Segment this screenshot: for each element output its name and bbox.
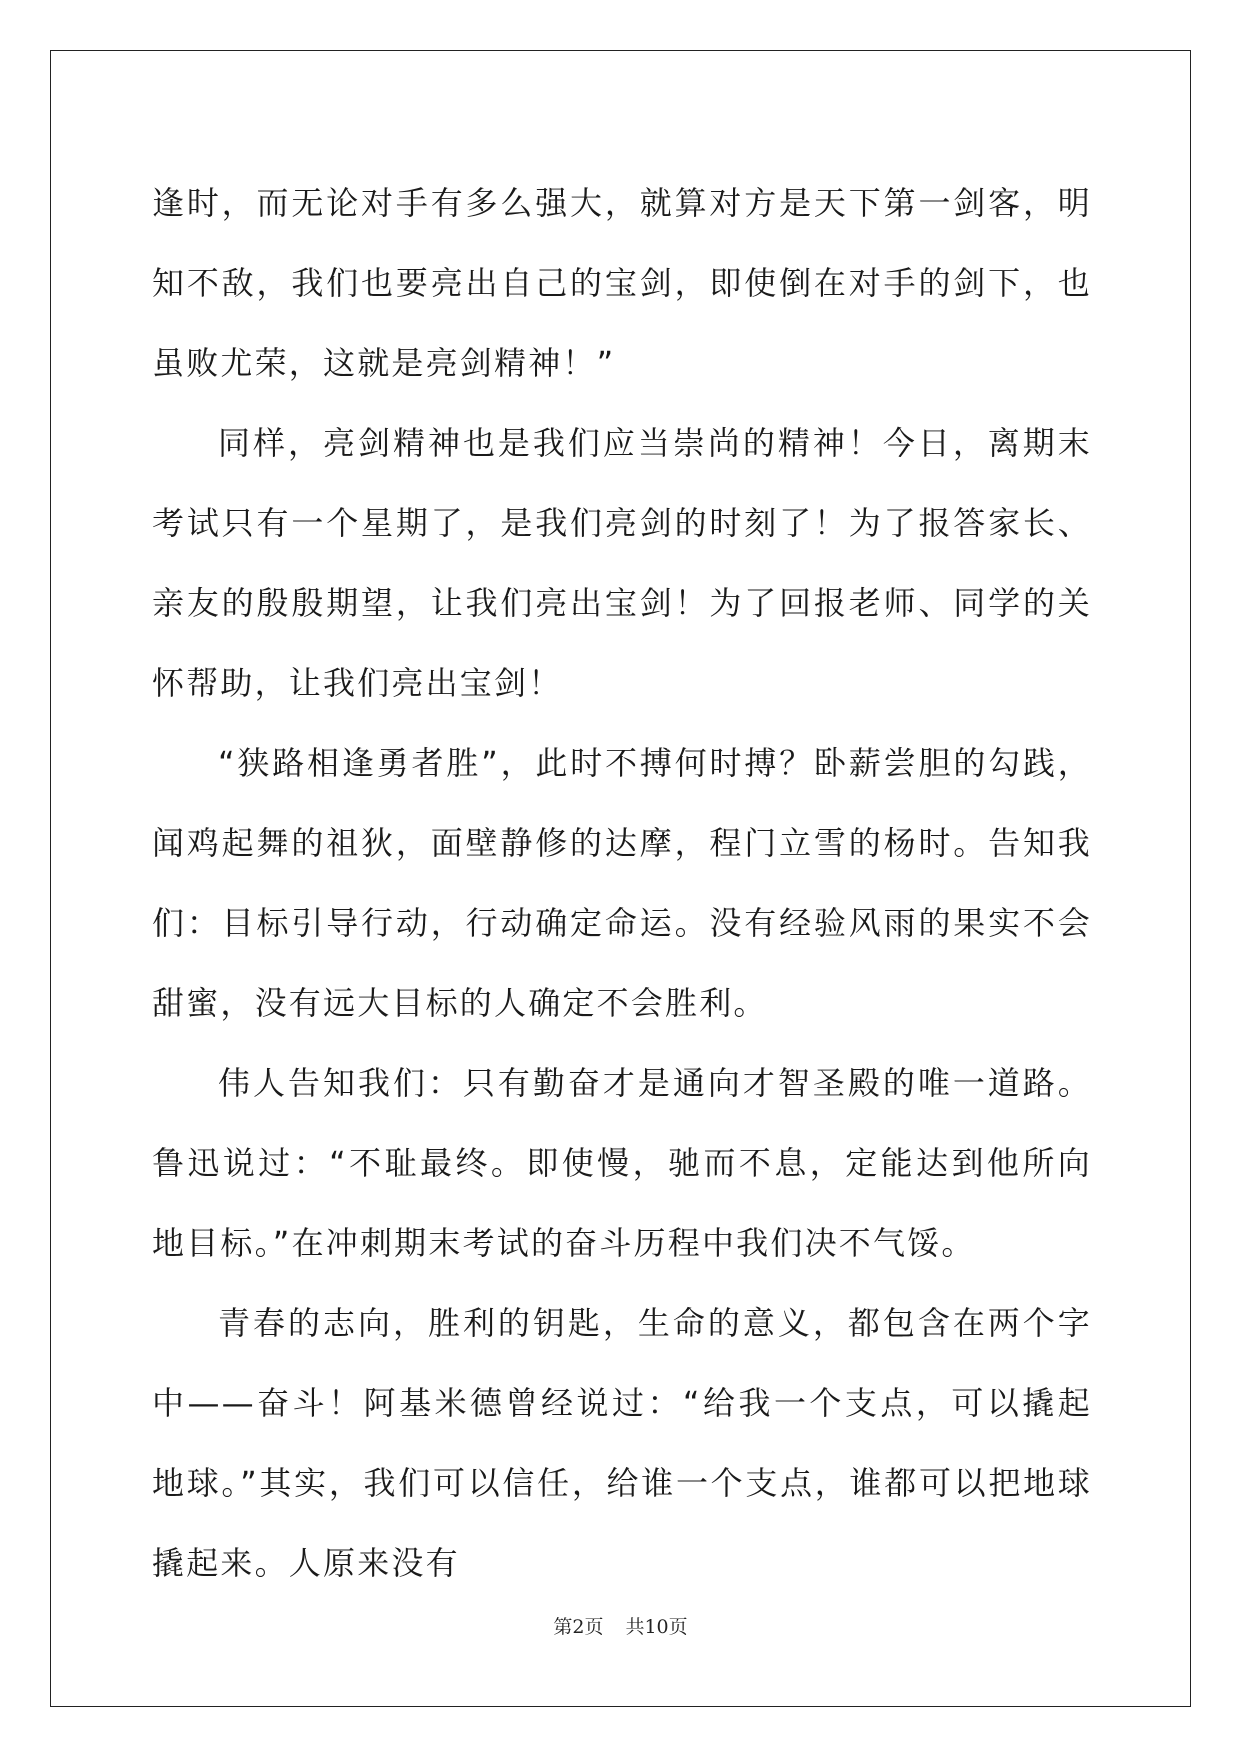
page-total: 共10页 xyxy=(625,1616,688,1638)
paragraph-2: 同样，亮剑精神也是我们应当崇尚的精神！今日，离期末考试只有一个星期了，是我们亮剑的时刻了！为了报答家长、亲友的殷殷期望，让我们亮出宝剑！为了回报老师、同学的关怀帮助，让我们亮出宝剑！ xyxy=(152,424,1092,702)
document-body xyxy=(152,163,1092,1603)
paragraph-4: 伟人告知我们：只有勤奋才是通向才智圣殿的唯一道路。鲁迅说过：“不耻最终。即使慢，驰而不息，定能达到他所向地目标。”在冲刺期末考试的奋斗历程中我们决不气馁。 xyxy=(152,1064,1092,1262)
paragraph-3: “狭路相逢勇者胜”，此时不搏何时搏？卧薪尝胆的勾践，闻鸡起舞的祖狄，面壁静修的达摩，程门立雪的杨时。告知我们：目标引导行动，行动确定命运。没有经验风雨的果实不会甜蜜，没有远大目标的人确定不会胜利。 xyxy=(152,744,1092,1022)
page-number: 第2页 xyxy=(553,1616,604,1638)
paragraph-1: 逢时，而无论对手有多么强大，就算对方是天下第一剑客，明知不敌，我们也要亮出自己的宝剑，即使倒在对手的剑下，也虽败尤荣，这就是亮剑精神！” xyxy=(152,184,1092,382)
page-footer xyxy=(0,1612,1241,1639)
paragraph-5: 青春的志向，胜利的钥匙，生命的意义，都包含在两个字中——奋斗！阿基米德曾经说过：“给我一个支点，可以撬起地球。”其实，我们可以信任，给谁一个支点，谁都可以把地球撬起来。人原来没有 xyxy=(152,1304,1092,1582)
